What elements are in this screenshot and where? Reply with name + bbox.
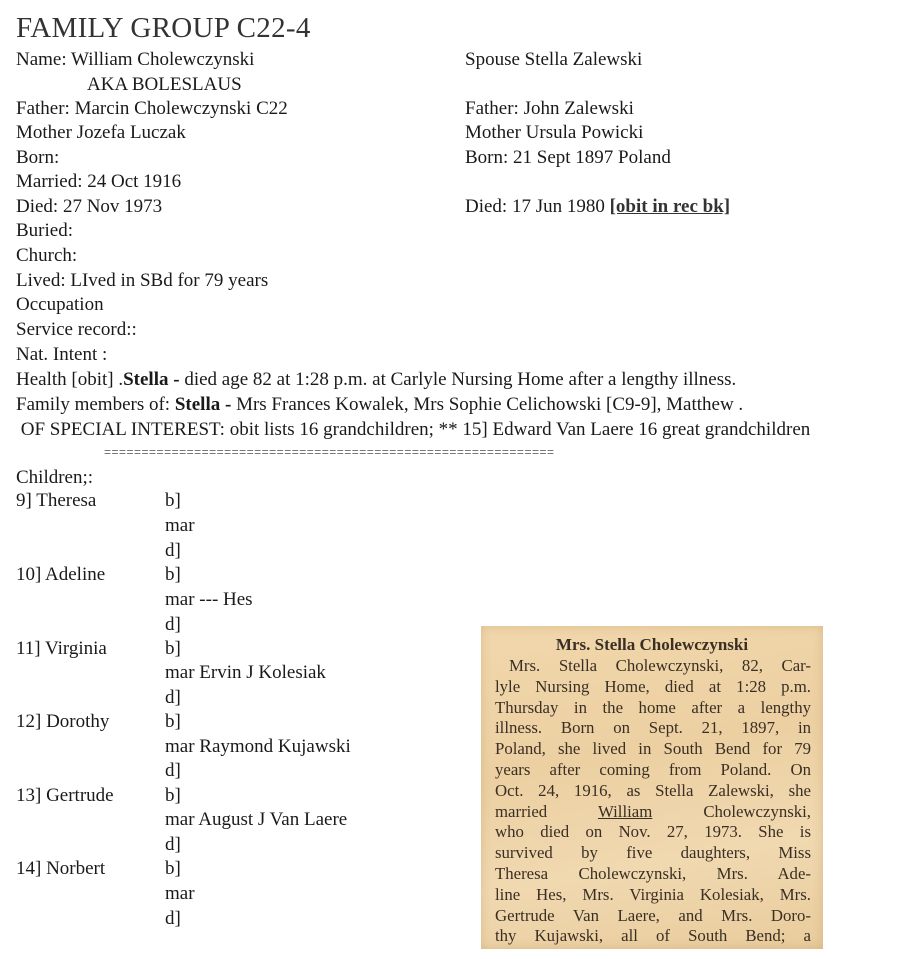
special-interest: OF SPECIAL INTEREST: obit lists 16 grandchildren; ** 15] Edward Van Laere 16 great grandchildren <box>16 419 811 440</box>
obit-link[interactable]: [obit in rec bk] <box>609 196 731 217</box>
underlined-word: William <box>597 801 653 821</box>
child-name: 14] Norbert <box>16 858 106 879</box>
child-died: d] <box>165 760 181 781</box>
husband-father: Father: Marcin Cholewczynski C22 <box>16 98 288 119</box>
child-married: mar --- Hes <box>165 589 253 610</box>
clipping-line: years after coming from Poland. On <box>495 759 811 779</box>
child-born: b] <box>165 711 181 732</box>
child-born: b] <box>165 490 181 511</box>
clipping-line: illness. Born on Sept. 21, 1897, in <box>495 718 811 738</box>
spouse-died-text: Died: 17 Jun 1980 <box>465 196 610 217</box>
marriage-date: Married: 24 Oct 1916 <box>16 171 182 192</box>
child-born: b] <box>165 564 181 585</box>
clipping-body <box>481 655 823 947</box>
children-label: Children;: <box>16 467 94 488</box>
child-died: d] <box>165 687 181 708</box>
separator: ============================================================ <box>104 445 555 459</box>
lived: Lived: LIved in SBd for 79 years <box>16 270 269 291</box>
child-name: 11] Virginia <box>16 638 107 659</box>
clipping-line: line Hes, Mrs. Virginia Kolesiak, Mrs. <box>495 884 811 904</box>
child-married: mar August J Van Laere <box>165 809 348 830</box>
service-record: Service record:: <box>16 319 137 340</box>
child-died: d] <box>165 540 181 561</box>
family-text: Mrs Frances Kowalek, Mrs Sophie Celichowski [C9-9], Matthew . <box>231 394 744 415</box>
child-name: 10] Adeline <box>16 564 106 585</box>
child-born: b] <box>165 858 181 879</box>
child-name: 13] Gertrude <box>16 785 114 806</box>
family-name: Stella - <box>174 394 232 415</box>
clipping-line: Thursday in the home after a lengthy <box>495 697 811 717</box>
health-text: died age 82 at 1:28 p.m. at Carlyle Nursing Home after a lengthy illness. <box>179 369 737 390</box>
spouse-born: Born: 21 Sept 1897 Poland <box>465 147 671 168</box>
occupation: Occupation <box>16 294 104 315</box>
husband-name: Name: William Cholewczynski <box>16 49 255 70</box>
spouse-father: Father: John Zalewski <box>465 98 634 119</box>
child-born: b] <box>165 638 181 659</box>
child-died: d] <box>165 908 181 929</box>
page-title: FAMILY GROUP C22-4 <box>16 12 311 44</box>
health-line <box>16 368 736 392</box>
child-married: mar Ervin J Kolesiak <box>165 662 326 683</box>
family-prefix: Family members of: <box>16 394 175 415</box>
child-married: mar Raymond Kujawski <box>165 736 351 757</box>
clipping-line: married William Cholewczynski, <box>495 801 812 821</box>
child-name: 12] Dorothy <box>16 711 110 732</box>
child-died: d] <box>165 614 181 635</box>
spouse-died <box>465 195 730 219</box>
child-married: mar <box>165 883 195 904</box>
health-prefix: Health [obit] . <box>16 369 124 390</box>
clipping-headline: Mrs. Stella Cholewczynski <box>555 635 749 654</box>
obituary-clipping <box>481 626 823 949</box>
clipping-line: survived by five daughters, Miss <box>495 843 811 863</box>
clipping-line: who died on Nov. 27, 1973. She is <box>495 822 811 842</box>
spouse-name: Spouse Stella Zalewski <box>465 49 643 70</box>
church: Church: <box>16 245 78 266</box>
child-married: mar <box>165 515 195 536</box>
clipping-line: Oct. 24, 1916, as Stella Zalewski, she <box>495 780 811 800</box>
child-born: b] <box>165 785 181 806</box>
clipping-line: Poland, she lived in South Bend for 79 <box>495 739 811 759</box>
health-name: Stella - <box>123 369 180 390</box>
clipping-line: lyle Nursing Home, died at 1:28 p.m. <box>495 676 811 696</box>
spouse-mother: Mother Ursula Powicki <box>465 122 644 143</box>
husband-died: Died: 27 Nov 1973 <box>16 196 163 217</box>
husband-buried: Buried: <box>16 220 73 241</box>
husband-born: Born: <box>16 147 60 168</box>
child-died: d] <box>165 834 181 855</box>
child-name: 9] Theresa <box>16 490 97 511</box>
husband-aka: AKA BOLESLAUS <box>87 74 242 95</box>
husband-mother: Mother Jozefa Luczak <box>16 122 186 143</box>
clipping-line: Theresa Cholewczynski, Mrs. Ade- <box>495 863 811 883</box>
clipping-line: thy Kujawski, all of South Bend; a <box>495 926 811 946</box>
family-line <box>16 393 743 417</box>
clipping-line: Mrs. Stella Cholewczynski, 82, Car- <box>509 656 811 675</box>
nat-intent: Nat. Intent : <box>16 344 108 365</box>
clipping-line: Gertrude Van Laere, and Mrs. Doro- <box>495 905 811 925</box>
